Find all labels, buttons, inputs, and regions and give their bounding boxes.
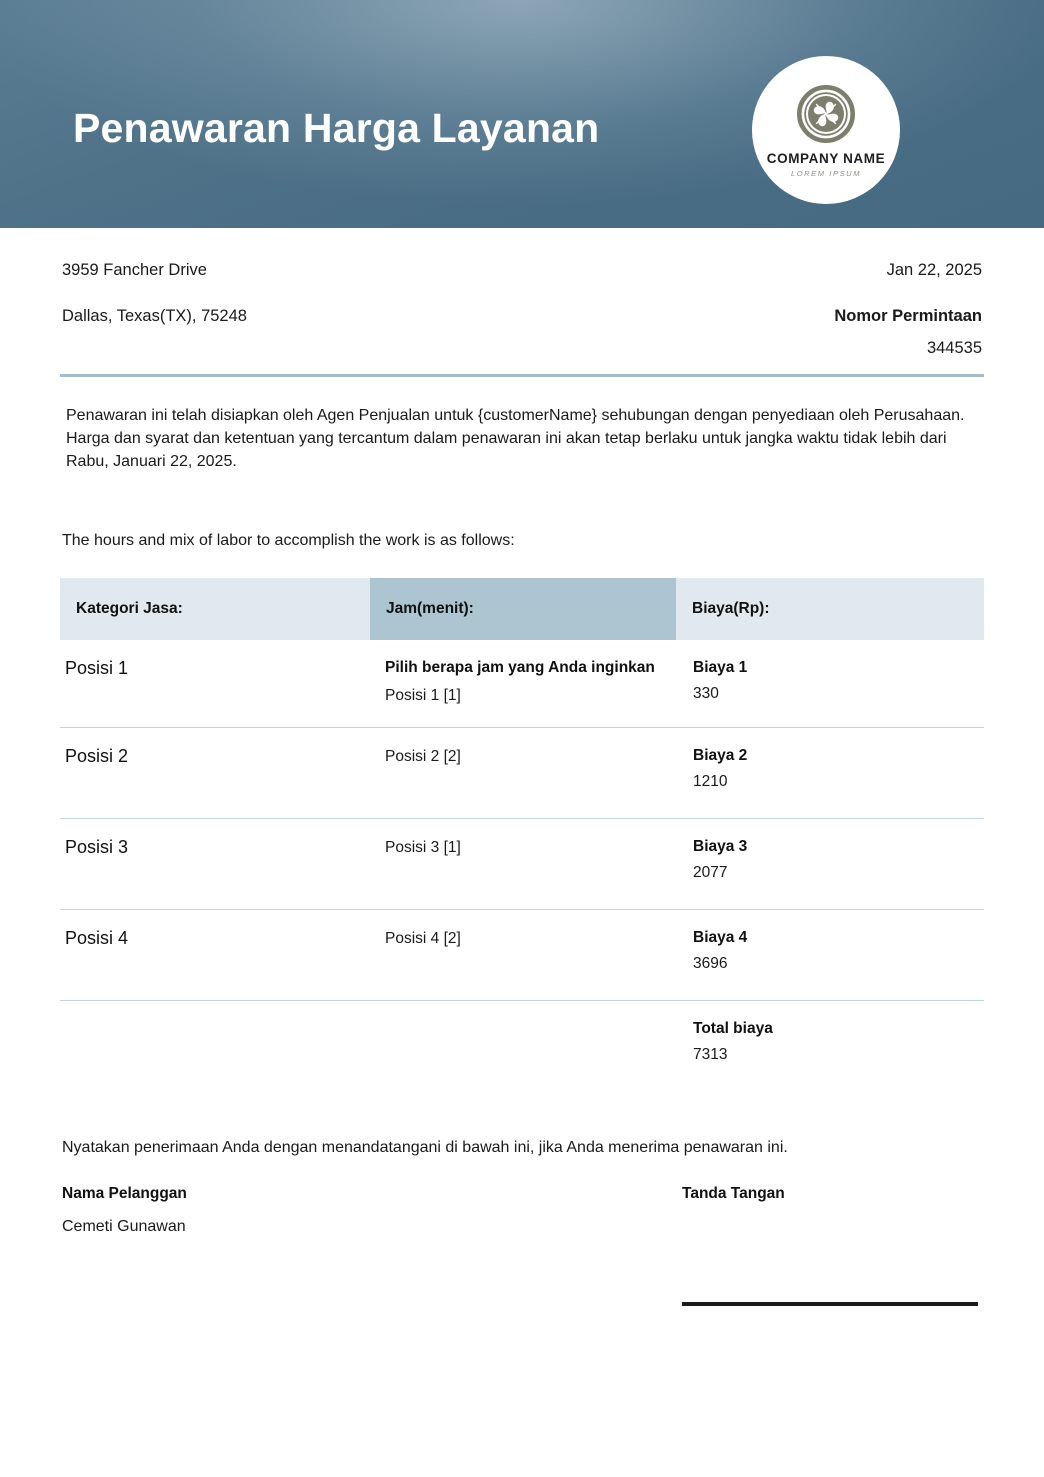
row-category-label: Posisi 2 xyxy=(65,746,129,766)
row-cost-value: 1210 xyxy=(693,773,728,790)
intro-paragraph: Penawaran ini telah disiapkan oleh Agen Penjualan untuk {customerName} sehubungan dengan penyediaan oleh Perusahaan. Harga dan syarat dan ketentuan yang tercantum dalam penawaran ini akan tetap berlaku untuk jangka waktu tidak lebih dari Rabu, Januari 22, 2025. xyxy=(66,407,965,470)
row-category-label: Posisi 1 xyxy=(65,658,129,678)
customer-name-label: Nama Pelanggan xyxy=(62,1185,187,1202)
row-hours-value: Posisi 3 [1] xyxy=(385,839,461,856)
row-cost-label: Biaya 4 xyxy=(693,929,748,946)
document-date: Jan 22, 2025 xyxy=(886,261,982,279)
labor-note: The hours and mix of labor to accomplish the work is as follows: xyxy=(62,532,515,549)
column-header-cost: Biaya(Rp): xyxy=(676,578,984,640)
row-cost-value: 3696 xyxy=(693,955,728,972)
signature-label: Tanda Tangan xyxy=(682,1185,785,1202)
page-title: Penawaran Harga Layanan xyxy=(73,105,600,151)
row-hours-cell xyxy=(370,640,676,727)
row-hours-cell xyxy=(370,819,676,909)
row-hours-value: Posisi 1 [1] xyxy=(385,687,461,704)
row-cost-cell xyxy=(676,728,984,818)
sender-address xyxy=(62,262,247,353)
request-number-value: 344535 xyxy=(926,339,982,357)
total-spacer-middle xyxy=(370,1001,676,1087)
signature-block xyxy=(62,1186,982,1316)
customer-name-group xyxy=(62,1186,187,1235)
company-logo-badge xyxy=(752,56,900,204)
logo-company-name: COMPANY NAME xyxy=(766,150,886,166)
row-cost-value: 330 xyxy=(693,685,719,702)
row-category-label: Posisi 4 xyxy=(65,928,129,948)
row-category-cell xyxy=(60,819,370,909)
acceptance-statement: Nyatakan penerimaan Anda dengan menandatangani di bawah ini, jika Anda menerima penawaran ini. xyxy=(62,1139,788,1156)
row-category-cell xyxy=(60,640,370,727)
signature-group xyxy=(682,1186,785,1202)
clover-badge-icon xyxy=(797,85,855,143)
logo-tagline: LOREM IPSUM xyxy=(790,169,862,178)
row-cost-cell xyxy=(676,819,984,909)
document-reference xyxy=(834,262,982,386)
row-hours-value: Posisi 2 [2] xyxy=(385,748,461,765)
column-header-category: Kategori Jasa: xyxy=(60,578,370,640)
total-cost-cell xyxy=(676,1001,984,1087)
row-cost-cell xyxy=(676,910,984,1000)
table-header-row xyxy=(60,578,984,640)
row-cost-value: 2077 xyxy=(693,864,728,881)
row-hours-prompt: Pilih berapa jam yang Anda inginkan xyxy=(385,659,655,676)
row-category-cell xyxy=(60,728,370,818)
row-category-cell xyxy=(60,910,370,1000)
total-spacer-left xyxy=(60,1001,370,1087)
row-cost-cell xyxy=(676,640,984,727)
row-cost-label: Biaya 1 xyxy=(693,659,748,676)
customer-name-value: Cemeti Gunawan xyxy=(62,1217,186,1235)
row-hours-cell xyxy=(370,910,676,1000)
table-total-row xyxy=(60,1001,984,1087)
column-header-hours: Jam(menit): xyxy=(370,578,676,640)
address-line-2: Dallas, Texas(TX), 75248 xyxy=(62,306,247,325)
header-divider xyxy=(60,374,984,377)
table-row xyxy=(60,640,984,728)
row-hours-value: Posisi 4 [2] xyxy=(385,930,461,947)
row-cost-label: Biaya 2 xyxy=(693,747,748,764)
address-line-1: 3959 Fancher Drive xyxy=(62,261,207,279)
row-cost-label: Biaya 3 xyxy=(693,838,748,855)
table-row xyxy=(60,819,984,910)
document-meta xyxy=(62,262,982,372)
table-row xyxy=(60,910,984,1001)
row-category-label: Posisi 3 xyxy=(65,837,129,857)
row-hours-cell xyxy=(370,728,676,818)
total-cost-label: Total biaya xyxy=(693,1020,773,1037)
request-number-label: Nomor Permintaan xyxy=(834,306,982,325)
services-table xyxy=(60,578,984,1087)
table-row xyxy=(60,728,984,819)
document-header-banner xyxy=(0,0,1044,228)
signature-line[interactable] xyxy=(682,1302,978,1306)
total-cost-value: 7313 xyxy=(693,1046,728,1063)
